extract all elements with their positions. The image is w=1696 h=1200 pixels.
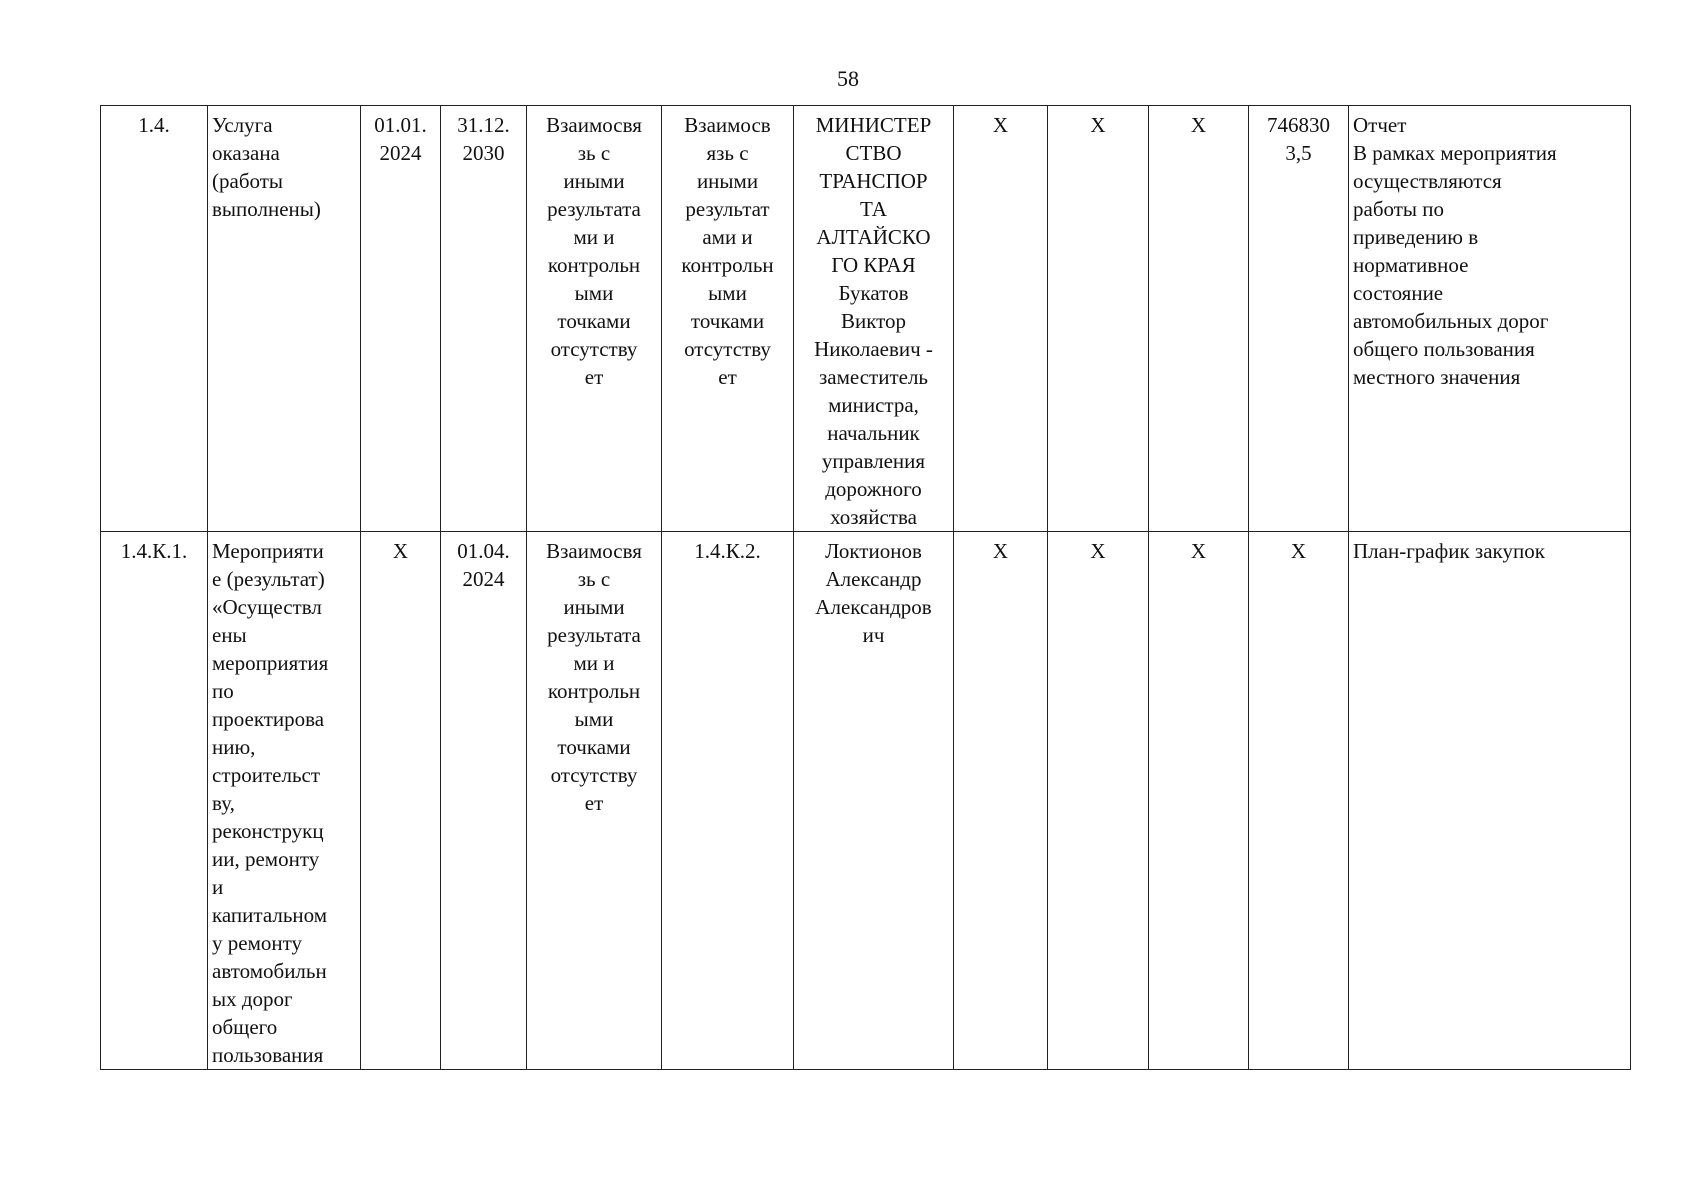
cell-col10: X — [1149, 532, 1249, 1070]
cell-col8: X — [954, 532, 1048, 1070]
page-number: 58 — [837, 66, 859, 91]
cell-link-prev: Взаимосвя зь с иными результата ми и контрольн ыми точками отсутству ет — [527, 532, 662, 1070]
cell-start-date: X — [361, 532, 441, 1070]
cell-col8: X — [954, 106, 1048, 532]
cell-amount: X — [1249, 532, 1349, 1070]
table-row — [101, 106, 1631, 532]
cell-link-next: Взаимосв язь с иными результат ами и контрольн ыми точками отсутству ет — [662, 106, 794, 532]
cell-end-date: 01.04. 2024 — [441, 532, 527, 1070]
table-row — [101, 532, 1631, 1070]
result-table — [100, 105, 1631, 1070]
cell-code: 1.4.К.1. — [101, 532, 208, 1070]
cell-responsible: МИНИСТЕР СТВО ТРАНСПОР ТА АЛТАЙСКО ГО КРАЯ Букатов Виктор Николаевич - заместитель министра, начальник управления дорожного хозяйства — [794, 106, 954, 532]
cell-code: 1.4. — [101, 106, 208, 532]
cell-responsible: Локтионов Александр Александров ич — [794, 532, 954, 1070]
cell-document: Отчет В рамках мероприятия осуществляются работы по приведению в нормативное состояние автомобильных дорог общего пользования местного значения — [1349, 106, 1631, 532]
cell-col10: X — [1149, 106, 1249, 532]
cell-name: Услуга оказана (работы выполнены) — [208, 106, 361, 532]
cell-col9: X — [1048, 532, 1149, 1070]
cell-link-prev: Взаимосвя зь с иными результата ми и контрольн ыми точками отсутству ет — [527, 106, 662, 532]
cell-start-date: 01.01. 2024 — [361, 106, 441, 532]
cell-name: Мероприяти е (результат) «Осуществл ены мероприятия по проектирова нию, строительст ву, реконструкц ии, ремонту и капитальном у ремонту автомобильн ых дорог общего пользования — [208, 532, 361, 1070]
cell-end-date: 31.12. 2030 — [441, 106, 527, 532]
cell-amount: 746830 3,5 — [1249, 106, 1349, 532]
cell-col9: X — [1048, 106, 1149, 532]
cell-document: План-график закупок — [1349, 532, 1631, 1070]
cell-link-next: 1.4.К.2. — [662, 532, 794, 1070]
